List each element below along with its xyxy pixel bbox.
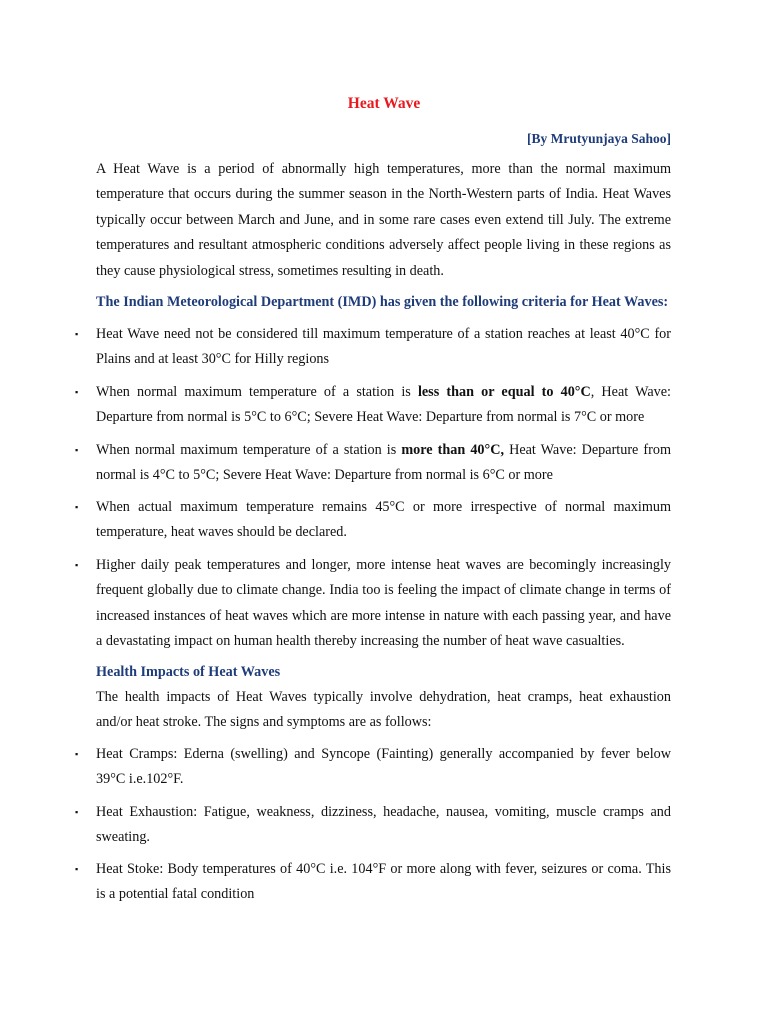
- bullet-icon: ▪: [75, 445, 79, 455]
- list-item: [75, 800, 671, 851]
- bullet-icon: ▪: [75, 864, 79, 874]
- list-item-text: Higher daily peak temperatures and longer, more intense heat waves are becomingly increasingly frequent globally due to climate change. India too is feeling the impact of climate change in terms of increased instances of heat waves which are more intense in nature with each passing year, and have a devastating impact on human health thereby increasing the number of heat wave casualties.: [96, 557, 671, 650]
- list-item-text-post: Heat Wave: Departure from normal is 4°C to 5°C; Severe Heat Wave: Departure from normal is 6°C or more: [96, 442, 671, 484]
- list-item: [75, 857, 671, 908]
- list-item: [75, 742, 671, 793]
- list-item: [75, 495, 671, 546]
- list-item-text: When actual maximum temperature remains 45°C or more irrespective of normal maximum temperature, heat waves should be declared.: [96, 499, 671, 541]
- author-byline: [By Mrutyunjaya Sahoo]: [526, 131, 671, 146]
- list-item-text-bold: more than 40°C,: [401, 442, 504, 458]
- health-heading: Health Impacts of Heat Waves: [96, 664, 281, 680]
- bullet-icon: ▪: [75, 560, 79, 570]
- list-item-text-bold: less than or equal to 40°C: [417, 384, 591, 400]
- list-item: [75, 380, 671, 431]
- list-item-text: Heat Cramps: Ederna (swelling) and Syncope (Fainting) generally accompanied by fever below 39°C i.e.102°F.: [96, 746, 671, 788]
- list-item: [75, 553, 671, 655]
- list-item-text-pre: When normal maximum temperature of a station is: [96, 384, 418, 400]
- health-intro-paragraph: The health impacts of Heat Waves typically involve dehydration, heat cramps, heat exhaustion and/or heat stroke. The signs and symptoms are as follows:: [96, 689, 671, 731]
- bullet-icon: ▪: [75, 749, 79, 759]
- list-item-text: Heat Stoke: Body temperatures of 40°C i.e. 104°F or more along with fever, seizures or coma. This is a potential fatal condition: [96, 861, 671, 903]
- bullet-icon: ▪: [75, 807, 79, 817]
- list-item: [75, 438, 671, 489]
- list-item-text-post: , Heat Wave: Departure from normal is 5°C to 6°C; Severe Heat Wave: Departure from normal is 7°C or more: [96, 384, 671, 426]
- list-item-text: Heat Exhaustion: Fatigue, weakness, dizziness, headache, nausea, vomiting, muscle cramps and sweating.: [96, 804, 671, 846]
- list-item-text: Heat Wave need not be considered till maximum temperature of a station reaches at least 40°C for Plains and at least 30°C for Hilly regions: [96, 326, 671, 368]
- bullet-icon: ▪: [75, 387, 79, 397]
- document-title: Heat Wave: [347, 95, 421, 112]
- list-item: [75, 322, 671, 373]
- list-item-text-pre: When normal maximum temperature of a station is: [96, 442, 402, 458]
- bullet-icon: ▪: [75, 329, 79, 339]
- criteria-heading: The Indian Meteorological Department (IMD) has given the following criteria for Heat Waves:: [96, 294, 669, 310]
- bullet-icon: ▪: [75, 502, 79, 512]
- intro-paragraph: A Heat Wave is a period of abnormally high temperatures, more than the normal maximum temperature that occurs during the summer season in the North-Western parts of India. Heat Waves typically occur between March and June, and in some rare cases even extend till July. The extreme temperatures and resultant atmospheric conditions adversely affect people living in these regions as they cause physiological stress, sometimes resulting in death.: [96, 161, 671, 279]
